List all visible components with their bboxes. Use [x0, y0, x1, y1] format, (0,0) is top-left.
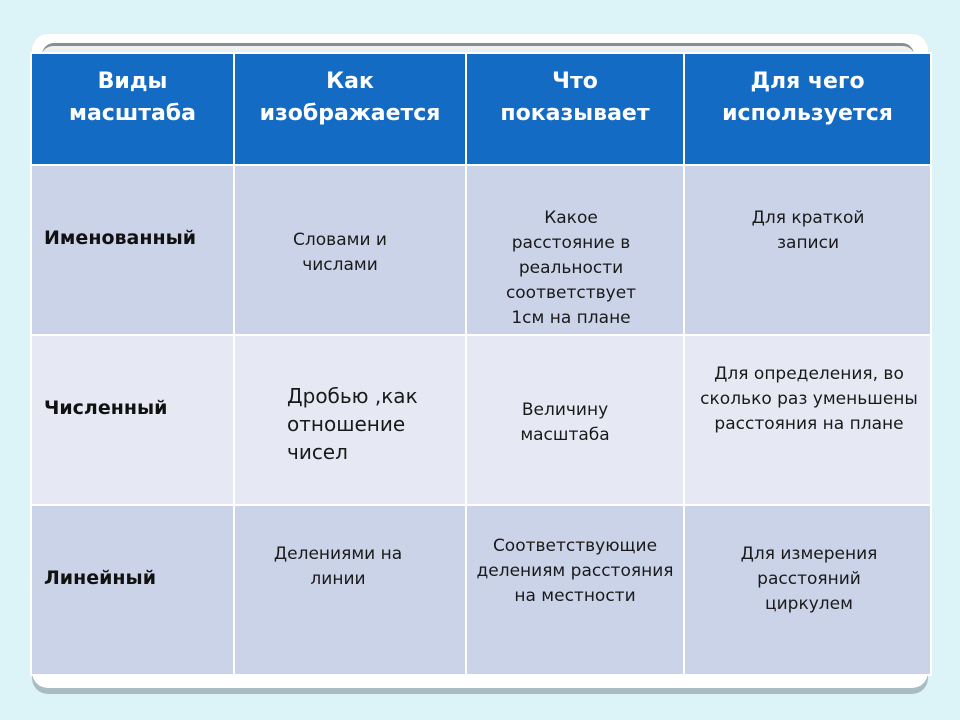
what-shows-text: Соответствующие делениям расстояния на местности [476, 536, 674, 606]
how-shown-text: Дробью ,как отношение чисел [287, 384, 418, 464]
what-shows-cell [466, 505, 684, 675]
scale-type-cell [31, 335, 234, 505]
table-header-row [31, 53, 931, 165]
used-for-text: Для определения, во сколько раз уменьшены расстояния на плане [700, 364, 918, 434]
how-shown-text: Делениями на линии [273, 544, 403, 589]
scale-type-cell [31, 165, 234, 335]
scale-type-label: Именованный [44, 227, 197, 249]
what-shows-cell [466, 165, 684, 335]
how-shown-text: Словами и числами [293, 230, 387, 275]
scale-types-table [30, 52, 932, 676]
scale-type-label: Численный [44, 397, 168, 419]
how-shown-cell [234, 335, 466, 505]
used-for-text: Для измерения расстояний циркулем [740, 544, 878, 614]
used-for-cell [684, 505, 931, 675]
table-row [31, 505, 931, 675]
scale-type-label: Линейный [44, 567, 157, 589]
header-used-for [684, 53, 931, 165]
how-shown-cell [234, 505, 466, 675]
header-label: Для чего используется [722, 69, 893, 126]
table-row [31, 165, 931, 335]
used-for-cell [684, 335, 931, 505]
what-shows-text: Какое расстояние в реальности соответствует 1см на плане [505, 208, 637, 328]
what-shows-cell [466, 335, 684, 505]
header-label: Что показывает [500, 69, 650, 126]
scale-type-cell [31, 505, 234, 675]
table-row [31, 335, 931, 505]
how-shown-cell [234, 165, 466, 335]
header-scale-types [31, 53, 234, 165]
what-shows-text: Величину масштаба [520, 400, 610, 445]
header-what-shows [466, 53, 684, 165]
header-label: Как изображается [259, 69, 441, 126]
used-for-cell [684, 165, 931, 335]
header-label: Виды масштаба [68, 69, 197, 126]
used-for-text: Для краткой записи [751, 208, 865, 253]
header-how-shown [234, 53, 466, 165]
